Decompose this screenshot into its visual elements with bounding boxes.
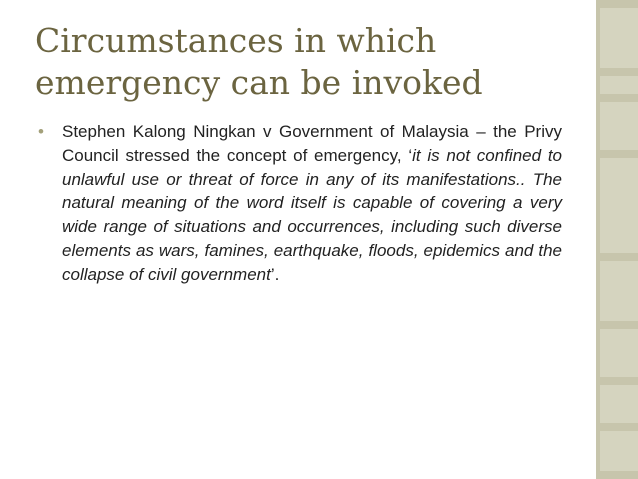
bullet-lead-text: Stephen Kalong Ningkan v Government of Malaysia – the Privy Council stressed the concept of emergency, ‘ <box>62 122 562 165</box>
bullet-quote-text: it is not confined to unlawful use or threat of force in any of its manifestations.. The natural meaning of the word itself is capable of covering a very wide range of situations and occurrences, including such diverse elements as wars, famines, earthquake, floods, epidemics and the collapse of civil government <box>62 145 562 284</box>
slide-title: Circumstances in which emergency can be invoked <box>35 21 483 102</box>
bullet-list <box>38 120 562 287</box>
side-block <box>600 158 638 253</box>
side-block <box>600 431 638 471</box>
decorative-side-blocks <box>596 0 638 479</box>
side-block <box>600 261 638 321</box>
side-block <box>600 385 638 423</box>
bullet-trail-text: ’. <box>270 264 280 284</box>
side-block <box>600 8 638 68</box>
side-block <box>600 329 638 377</box>
bullet-item <box>38 120 562 287</box>
side-block <box>600 76 638 94</box>
bullet-dot-icon: • <box>38 122 44 141</box>
side-block <box>600 102 638 150</box>
